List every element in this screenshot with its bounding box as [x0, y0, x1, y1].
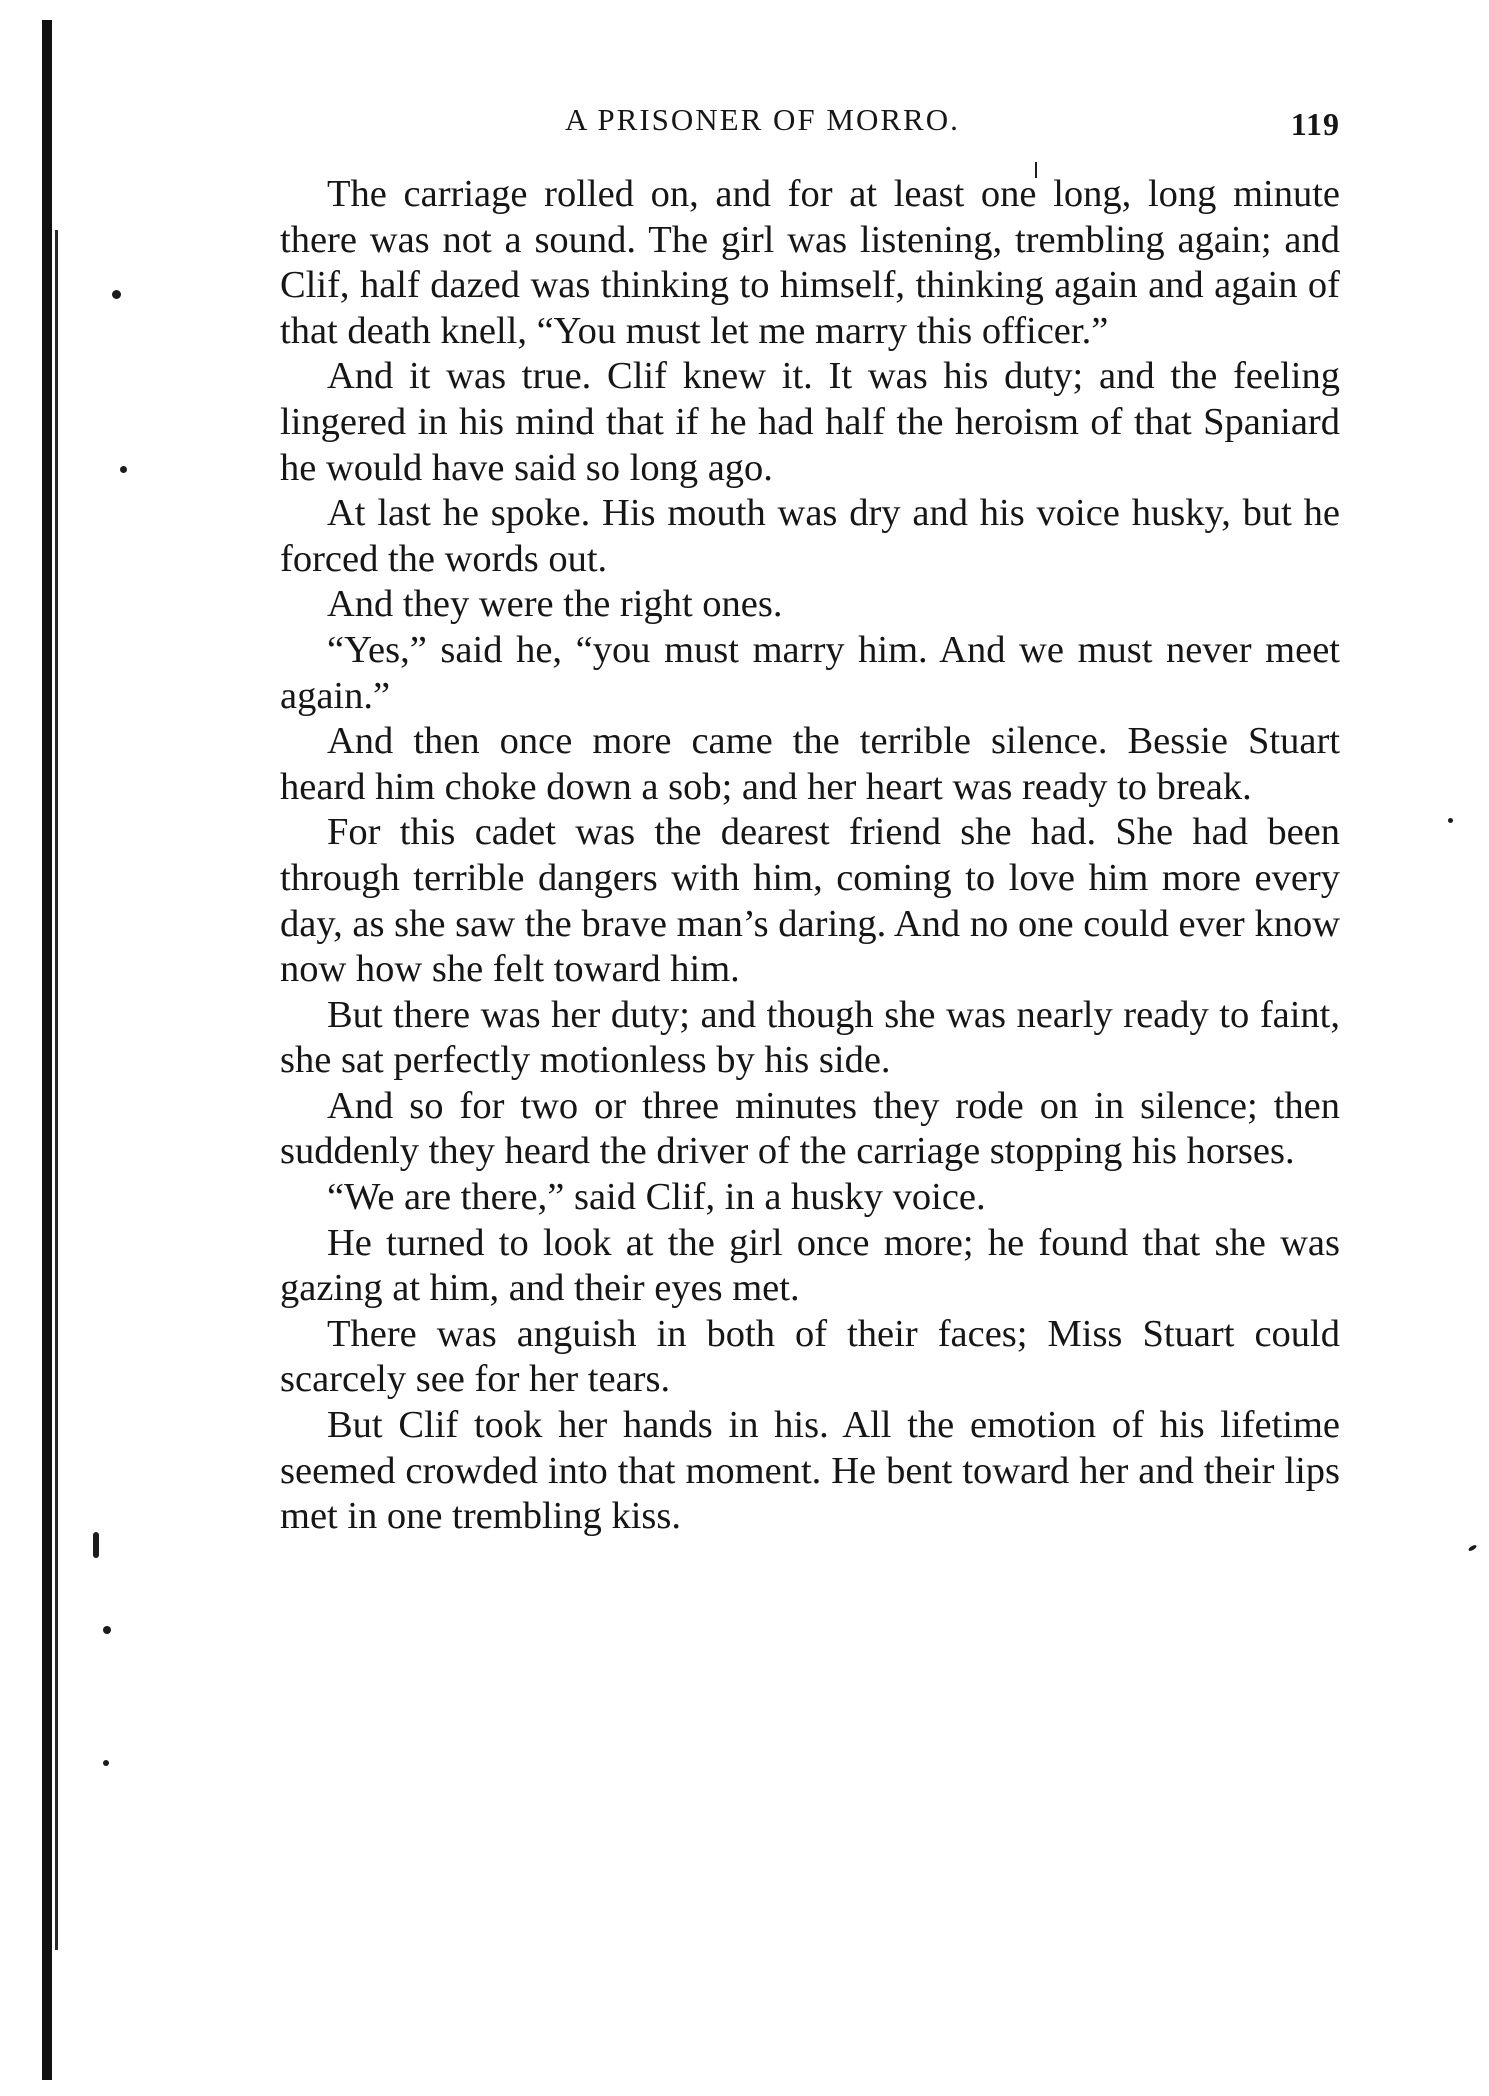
paragraph: But there was her duty; and though she was nearly ready to faint, she sat perfectly motionless by his side.: [280, 993, 1340, 1082]
paragraph: He turned to look at the girl once more; he found that she was gazing at him, and their eyes met.: [280, 1221, 1340, 1310]
paragraph: And then once more came the terrible silence. Bessie Stuart heard him choke down a sob; and her heart was ready to break.: [280, 720, 1340, 808]
running-title: A PRISONER OF MORRO.: [565, 102, 960, 137]
body-text: [280, 172, 1340, 1540]
ink-speck: [1468, 1544, 1478, 1552]
paragraph: For this cadet was the dearest friend she had. She had been through terrible dangers with him, coming to love him more every day, as she saw the brave man’s daring. And no one could ever know now how she felt toward him.: [280, 811, 1340, 991]
ink-speck: [1448, 818, 1453, 823]
paragraph: There was anguish in both of their faces; Miss Stuart could scarcely see for her tears.: [280, 1312, 1340, 1401]
paragraph: And it was true. Clif knew it. It was his duty; and the feeling lingered in his mind that if he had half the heroism of that Spaniard he would have said so long ago.: [280, 355, 1340, 489]
paragraph: At last he spoke. His mouth was dry and his voice husky, but he forced the words out.: [280, 492, 1340, 580]
ink-speck: [112, 290, 121, 299]
binding-shadow-inner: [55, 230, 58, 1950]
paragraph: The carriage rolled on, and for at least one long, long minute there was not a sound. The girl was listening, trembling again; and Clif, half dazed was thinking to himself, thinking again and again of that death knell, “You must let me marry this officer.”: [280, 173, 1340, 352]
paragraph: “Yes,” said he, “you must marry him. And we must never meet again.”: [280, 628, 1340, 717]
binding-shadow: [42, 20, 52, 2080]
paragraph: And they were the right ones.: [327, 583, 783, 626]
ink-speck: [93, 1532, 99, 1558]
ink-speck: [120, 466, 127, 473]
running-head: [280, 100, 1340, 140]
paragraph: And so for two or three minutes they rode on in silence; then suddenly they heard the driver of the carriage stopping his horses.: [280, 1084, 1340, 1173]
page-number: 119: [1290, 106, 1340, 142]
paragraph: “We are there,” said Clif, in a husky voice.: [327, 1176, 986, 1219]
ink-speck: [103, 1626, 111, 1634]
paragraph: But Clif took her hands in his. All the emotion of his lifetime seemed crowded into that moment. He bent toward her and their lips met in one trembling kiss.: [280, 1404, 1340, 1538]
ink-speck: [103, 1760, 109, 1766]
